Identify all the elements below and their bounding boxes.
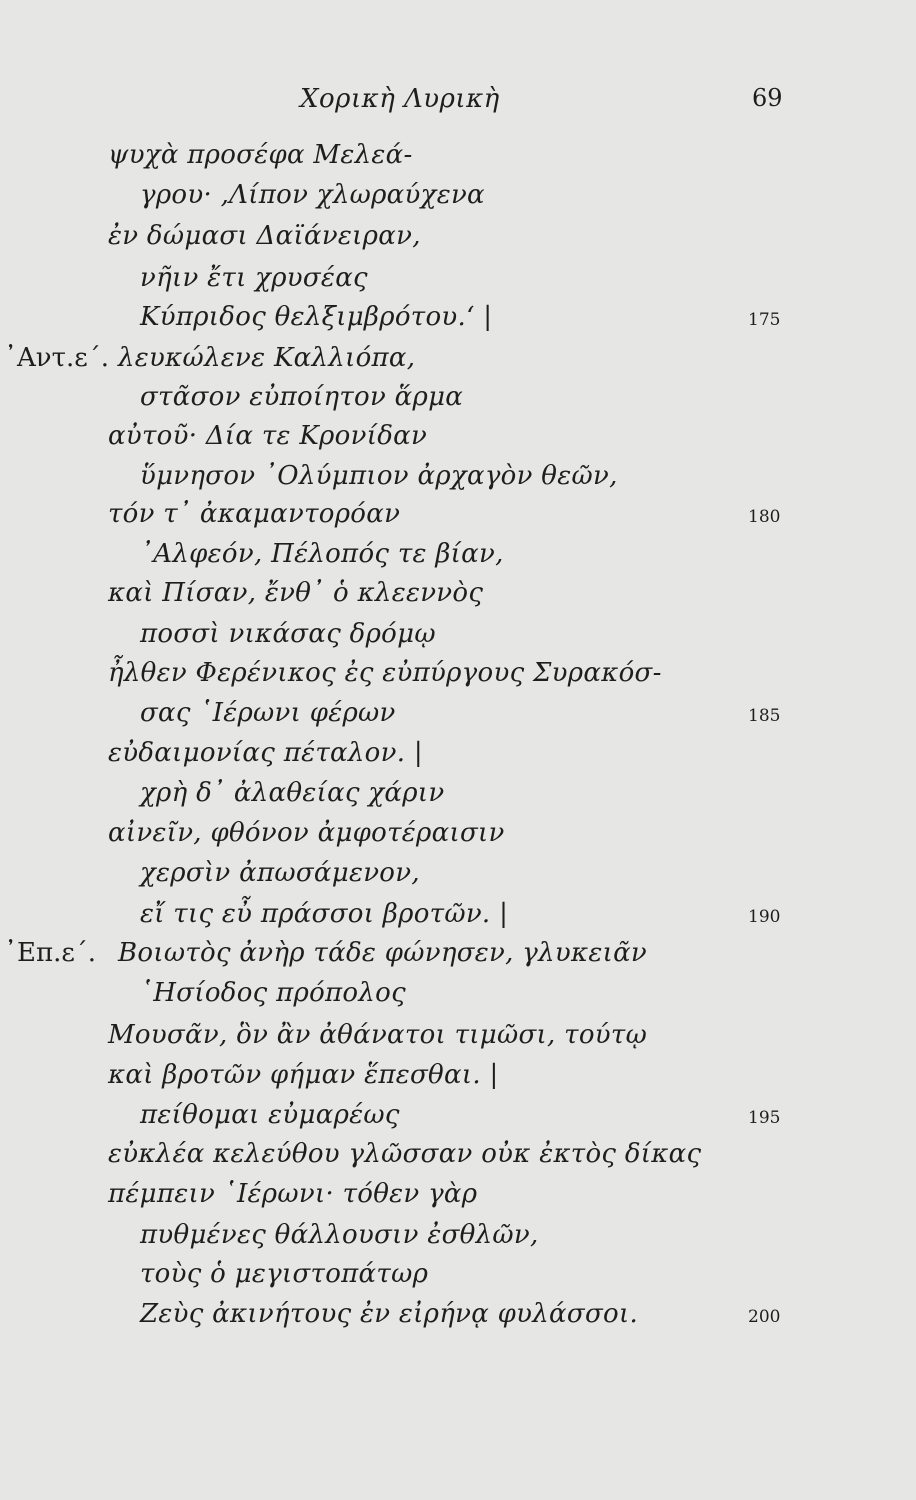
- verse-text: νῆιν ἔτι χρυσέας: [140, 263, 368, 293]
- verse-text: σας ῾Ιέρωνι φέρων: [140, 698, 396, 728]
- verse-text: Βοιωτὸς ἀνὴρ τάδε φώνησεν, γλυκειᾶν: [118, 938, 648, 968]
- verse-line: [0, 1020, 916, 1060]
- verse-text: πυθμένες θάλλουσιν ἐσθλῶν,: [140, 1220, 539, 1250]
- verse-line: [0, 343, 916, 383]
- verse-text: ποσσὶ νικάσας δρόμῳ: [140, 619, 436, 649]
- verse-line: [0, 140, 916, 180]
- verse-line: [0, 263, 916, 303]
- verse-line: [0, 221, 916, 261]
- verse-line: [0, 619, 916, 659]
- verse-text: αἰνεῖν, φθόνον ἀμφοτέραισιν: [108, 818, 505, 848]
- verse-text: χερσὶν ἀπωσάμενον,: [140, 858, 420, 888]
- verse-line: [0, 1220, 916, 1260]
- verse-line: [0, 899, 916, 939]
- verse-line: [0, 421, 916, 461]
- verse-text: γρου· ,Λίπον χλωραύχενα: [140, 180, 485, 210]
- verse-text: τοὺς ὁ μεγιστοπάτωρ: [140, 1259, 429, 1289]
- verse-text: αὐτοῦ· Δία τε Κρονίδαν: [108, 421, 428, 451]
- verse-text: ῾Ησίοδος πρόπολος: [140, 978, 406, 1008]
- verse-line: [0, 778, 916, 818]
- verse-text: Κύπριδος θελξιμβρότου.‘ |: [140, 302, 493, 332]
- verse-text: εἴ τις εὖ πράσσοι βροτῶν. |: [140, 899, 509, 929]
- line-number: 190: [748, 907, 781, 927]
- verse-text: ἦλθεν Φερένικος ἐς εὐπύργους Συρακόσ-: [108, 658, 662, 688]
- verse-text: Μουσᾶν, ὃν ἂν ἀθάνατοι τιμῶσι, τούτῳ: [108, 1020, 648, 1050]
- verse-text: τόν τ᾿ ἀκαμαντορόαν: [108, 499, 401, 529]
- verse-text: λευκώλενε Καλλιόπα,: [118, 343, 416, 373]
- verse-line: [0, 978, 916, 1018]
- verse-text: πέμπειν ῾Ιέρωνι· τόθεν γὰρ: [108, 1179, 478, 1209]
- verse-text: ψυχὰ προσέφα Μελεά-: [108, 140, 413, 170]
- verse-line: [0, 858, 916, 898]
- running-head: [0, 84, 916, 124]
- line-number: 200: [748, 1307, 781, 1327]
- verse-text: στᾶσον εὐποίητον ἅρμα: [140, 382, 464, 412]
- strophe-label: ᾿Επ.ε΄.: [4, 938, 97, 968]
- verse-line: [0, 698, 916, 738]
- verse-line: [0, 1259, 916, 1299]
- verse-line: [0, 461, 916, 501]
- verse-line: [0, 382, 916, 422]
- verse-line: [0, 499, 916, 539]
- verse-text: πείθομαι εὐμαρέως: [140, 1100, 400, 1130]
- line-number: 180: [748, 507, 781, 527]
- verse-line: [0, 658, 916, 698]
- verse-line: [0, 738, 916, 778]
- verse-line: [0, 818, 916, 858]
- verse-text: ᾿Αλφεόν, Πέλοπός τε βίαν,: [140, 539, 504, 569]
- verse-text: καὶ βροτῶν φήμαν ἕπεσθαι. |: [108, 1060, 499, 1090]
- page-number: 69: [752, 84, 783, 112]
- verse-line: [0, 1060, 916, 1100]
- verse-line: [0, 302, 916, 342]
- verse-line: [0, 578, 916, 618]
- verse-line: [0, 1139, 916, 1179]
- running-head-title: Χορικὴ Λυρικὴ: [300, 84, 500, 114]
- verse-text: ἐν δώμασι Δαϊάνειραν,: [108, 221, 421, 251]
- verse-line: [0, 938, 916, 978]
- line-number: 175: [748, 310, 781, 330]
- strophe-label: ᾿Αντ.ε΄.: [4, 343, 109, 373]
- verse-line: [0, 1299, 916, 1339]
- line-number: 185: [748, 706, 781, 726]
- verse-text: Ζεὺς ἀκινήτους ἐν εἰρήνᾳ φυλάσσοι.: [140, 1299, 639, 1329]
- verse-text: ὕμνησον ᾿Ολύμπιον ἀρχαγὸν θεῶν,: [140, 461, 618, 491]
- verse-text: χρὴ δ᾿ ἀλαθείας χάριν: [140, 778, 445, 808]
- verse-text: εὐδαιμονίας πέταλον. |: [108, 738, 423, 768]
- verse-line: [0, 539, 916, 579]
- verse-text: καὶ Πίσαν, ἔνθ᾿ ὁ κλεεννὸς: [108, 578, 484, 608]
- verse-line: [0, 1179, 916, 1219]
- verse-line: [0, 180, 916, 220]
- line-number: 195: [748, 1108, 781, 1128]
- verse-line: [0, 1100, 916, 1140]
- verse-text: εὐκλέα κελεύθου γλῶσσαν οὐκ ἐκτὸς δίκας: [108, 1139, 702, 1169]
